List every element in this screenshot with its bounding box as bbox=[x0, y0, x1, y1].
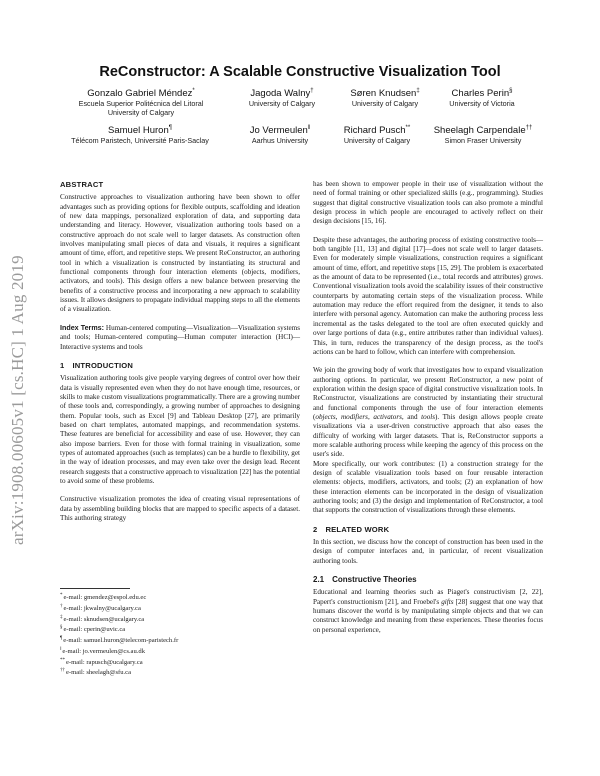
author-affiliation: University of Calgary bbox=[107, 108, 175, 118]
author-block bbox=[428, 125, 538, 145]
footnote: ‖e-mail: jo.vermeulen@cs.au.dk bbox=[60, 646, 146, 656]
footnote: §e-mail: cperin@uvic.ca bbox=[60, 625, 126, 634]
intro-paragraph: Visualization authoring tools give people varying degrees of control over how their data is visually represented even when they do not have enough time, resources, or skills to make custom visualizations programmatically. There are a growing number of these tools and, correspondingly, a growing number of approaches to designing them. Popular tools, such as Excel [9] and Tableau Desktop [27], are primarily based on chart templates, automated mappings, and recommendation systems. These features are beneficial for accessibility and ease of use. However, they can also impose barriers. Even for those with formal training in visualization, some types of automated approaches (such as templates) can be a hurdle to flexibility, get in the way of ideation processes, and may even take over the design lead. Recent research suggests that a constructive approach to visualization [22] has the potential to avoid some of these problems. bbox=[60, 374, 300, 485]
paper-title: ReConstructor: A Scalable Constructive Visualization Tool bbox=[99, 64, 501, 80]
author-affiliation: Escuela Superior Politécnica del Litoral bbox=[78, 99, 204, 109]
author-mark: † bbox=[310, 88, 314, 94]
section-number: 2 bbox=[313, 524, 318, 534]
footnote-rule bbox=[60, 588, 130, 589]
arxiv-stamp: arXiv:1908.00605v1 [cs.HC] 1 Aug 2019 bbox=[8, 255, 27, 545]
author-name: Søren Knudsen bbox=[350, 88, 417, 100]
author-block bbox=[70, 125, 210, 145]
author-mark: †† bbox=[525, 125, 533, 131]
related-work-heading bbox=[313, 525, 543, 534]
author-mark: ‡ bbox=[416, 88, 420, 94]
author-name: Sheelagh Carpendale bbox=[433, 125, 526, 137]
left-column bbox=[60, 180, 300, 523]
footnote: †e-mail: jkwalny@ucalgary.ca bbox=[60, 603, 141, 612]
index-terms bbox=[60, 324, 300, 352]
author-affiliation: Simon Fraser University bbox=[444, 136, 522, 146]
footnote: ¶e-mail: samuel.huron@telecom-paristech.fr bbox=[60, 636, 179, 645]
body-paragraph: In this section, we discuss how the concept of construction has been used in the design of computer interfaces and, in particular, of recent visualization authoring tools. bbox=[313, 538, 543, 565]
section-number: 1 bbox=[60, 360, 65, 370]
section-title: RELATED WORK bbox=[325, 524, 390, 534]
section-title: INTRODUCTION bbox=[72, 360, 134, 370]
body-paragraph: More specifically, our work contributes: (1) a construction strategy for the design of scalable visualization tools based on four reusable interaction elements: objects, modifiers, activators, and tools; (2) an explanation of how these interaction elements can be incorporated in the design of visualization authoring tools; and (3) the design and implementation of ReConstructor, a tool that supports the construction of visualizations through these elements. bbox=[313, 459, 543, 515]
author-mark: ‖ bbox=[307, 125, 311, 131]
author-name: Jagoda Walny bbox=[250, 88, 311, 100]
author-block bbox=[230, 125, 330, 145]
author-affiliation: University of Calgary bbox=[351, 99, 419, 109]
footnote: ††e-mail: sheelagh@sfu.ca bbox=[60, 668, 132, 677]
author-affiliation: University of Victoria bbox=[449, 99, 515, 109]
right-column bbox=[313, 180, 543, 635]
author-name: Samuel Huron bbox=[108, 125, 169, 137]
index-terms-label: Index Terms: bbox=[60, 323, 105, 332]
subsection-heading bbox=[313, 575, 543, 584]
author-block bbox=[327, 125, 427, 145]
body-paragraph: Educational and learning theories such as Piaget's constructivism [2, 22], Papert's constructionism [21], and Froebel's gifts [28] suggest that one way that humans discover the world is by manipulating simple objects and that we can construct knowledge and meaning from these experiences. These theories focus on personal experience, bbox=[313, 588, 544, 634]
author-affiliation: University of Calgary bbox=[248, 99, 316, 109]
author-block bbox=[335, 88, 435, 108]
author-block bbox=[432, 88, 532, 108]
author-block bbox=[66, 88, 216, 117]
author-affiliation: Aarhus University bbox=[251, 136, 309, 146]
intro-paragraph: Constructive visualization promotes the idea of creating visual representations of data by assembling building blocks that are mapped to specific aspects of a dataset. This authoring strategy bbox=[60, 495, 300, 522]
footnote: *e-mail: gmendez@espol.edu.ec bbox=[60, 593, 147, 602]
intro-heading bbox=[60, 361, 300, 370]
footnotes bbox=[60, 592, 300, 678]
footnote: **e-mail: rapusch@ucalgary.ca bbox=[60, 657, 143, 666]
author-mark: ** bbox=[405, 125, 411, 131]
author-mark: § bbox=[509, 88, 513, 94]
author-mark: ¶ bbox=[168, 125, 172, 131]
author-name: Jo Vermeulen bbox=[249, 125, 308, 137]
footnote: ‡e-mail: sknudsen@ucalgary.ca bbox=[60, 614, 145, 623]
body-paragraph: We join the growing body of work that investigates how to expand visualization authoring options. In particular, we present ReConstructor, a new point of exploration within the design space of digital constructive visualization tools. In ReConstructor, visualizations are constructed by instantiating their structural and functional components through the use of four interaction elements (objects, modifiers, activators, and tools). This design allows people create visualizations via a user-driven constructive approach that also eases the difficulty of working with larger datasets. That is, ReConstructor supports a more scalable authoring process while keeping the agency of this process on the user's side. bbox=[313, 366, 543, 459]
author-name: Charles Perin bbox=[451, 88, 510, 100]
body-paragraph: Despite these advantages, the authoring process of existing constructive tools—both tangible [11, 13] and digital [17]—does not scale well to larger datasets. Even for moderately simple visualizations, construction requires a significant amount of time, effort, and repetitive steps [15, 29]. The problem is exacerbated as the amount of data to be represented (i.e., total records and attributes) grows. Conventional visualization tools avoid the scalability issues of their constructive counterparts by automating certain steps of the visualization process. While automation may reduce the effort required from the designer, it tends to also interfere with personal agency. Automation can make the authoring process less incremental as the tasks delegated to the tool are often executed quickly and over large portions of data (e.g., entire attributes rather than individual values). This, in turn, reduces the transparency of the design process, as the tool's actions can be hard to follow, which can interfere with comprehension. bbox=[313, 235, 543, 356]
author-name: Richard Pusch bbox=[343, 125, 406, 137]
author-affiliation: Télécom Paristech, Université Paris-Saclay bbox=[71, 136, 209, 146]
author-mark: * bbox=[192, 88, 195, 94]
subsection-title: Constructive Theories bbox=[332, 575, 417, 585]
author-block bbox=[232, 88, 332, 108]
subsection-number: 2.1 bbox=[313, 575, 325, 585]
body-paragraph: has been shown to empower people in their use of visualization without the need of formal training or other specialized skills (e.g., programming). Studies suggest that digital constructive visualization tools can also promote a mindful design process in which people are encouraged to actively reflect on their design decisions [15, 16]. bbox=[313, 180, 543, 226]
abstract-heading: ABSTRACT bbox=[60, 180, 104, 189]
abstract-text: Constructive approaches to visualization authoring have been shown to offer advantages such as providing options for flexible outputs, scaffolding and ideation of new data mappings, personalized exploration of data, and supporting data understanding and literacy. However, visualization authoring tools based on a constructive approach do not scale well to larger datasets. As construction often involves manipulating small pieces of data and visuals, it requires a significant amount of time, effort, and repetitive steps. We present ReConstructor, an authoring tool in which a visualization is constructed by instantiating its structural and functional components through four interaction elements (objects, modifiers, activators, and tools). This design offers a new balance between preserving the benefits of a constructive process and incorporating a new approach to scalability issues. It allows designers to propagate individual mapping steps to all the elements of a visualization. bbox=[60, 193, 300, 314]
author-name: Gonzalo Gabriel Méndez bbox=[87, 88, 193, 100]
index-terms-text: Human-centered computing—Visualization—Visualization systems and tools; Human-centered computing—Human computer interaction (HCI)—Interactive systems and tools bbox=[60, 323, 300, 351]
author-affiliation: University of Calgary bbox=[343, 136, 411, 146]
